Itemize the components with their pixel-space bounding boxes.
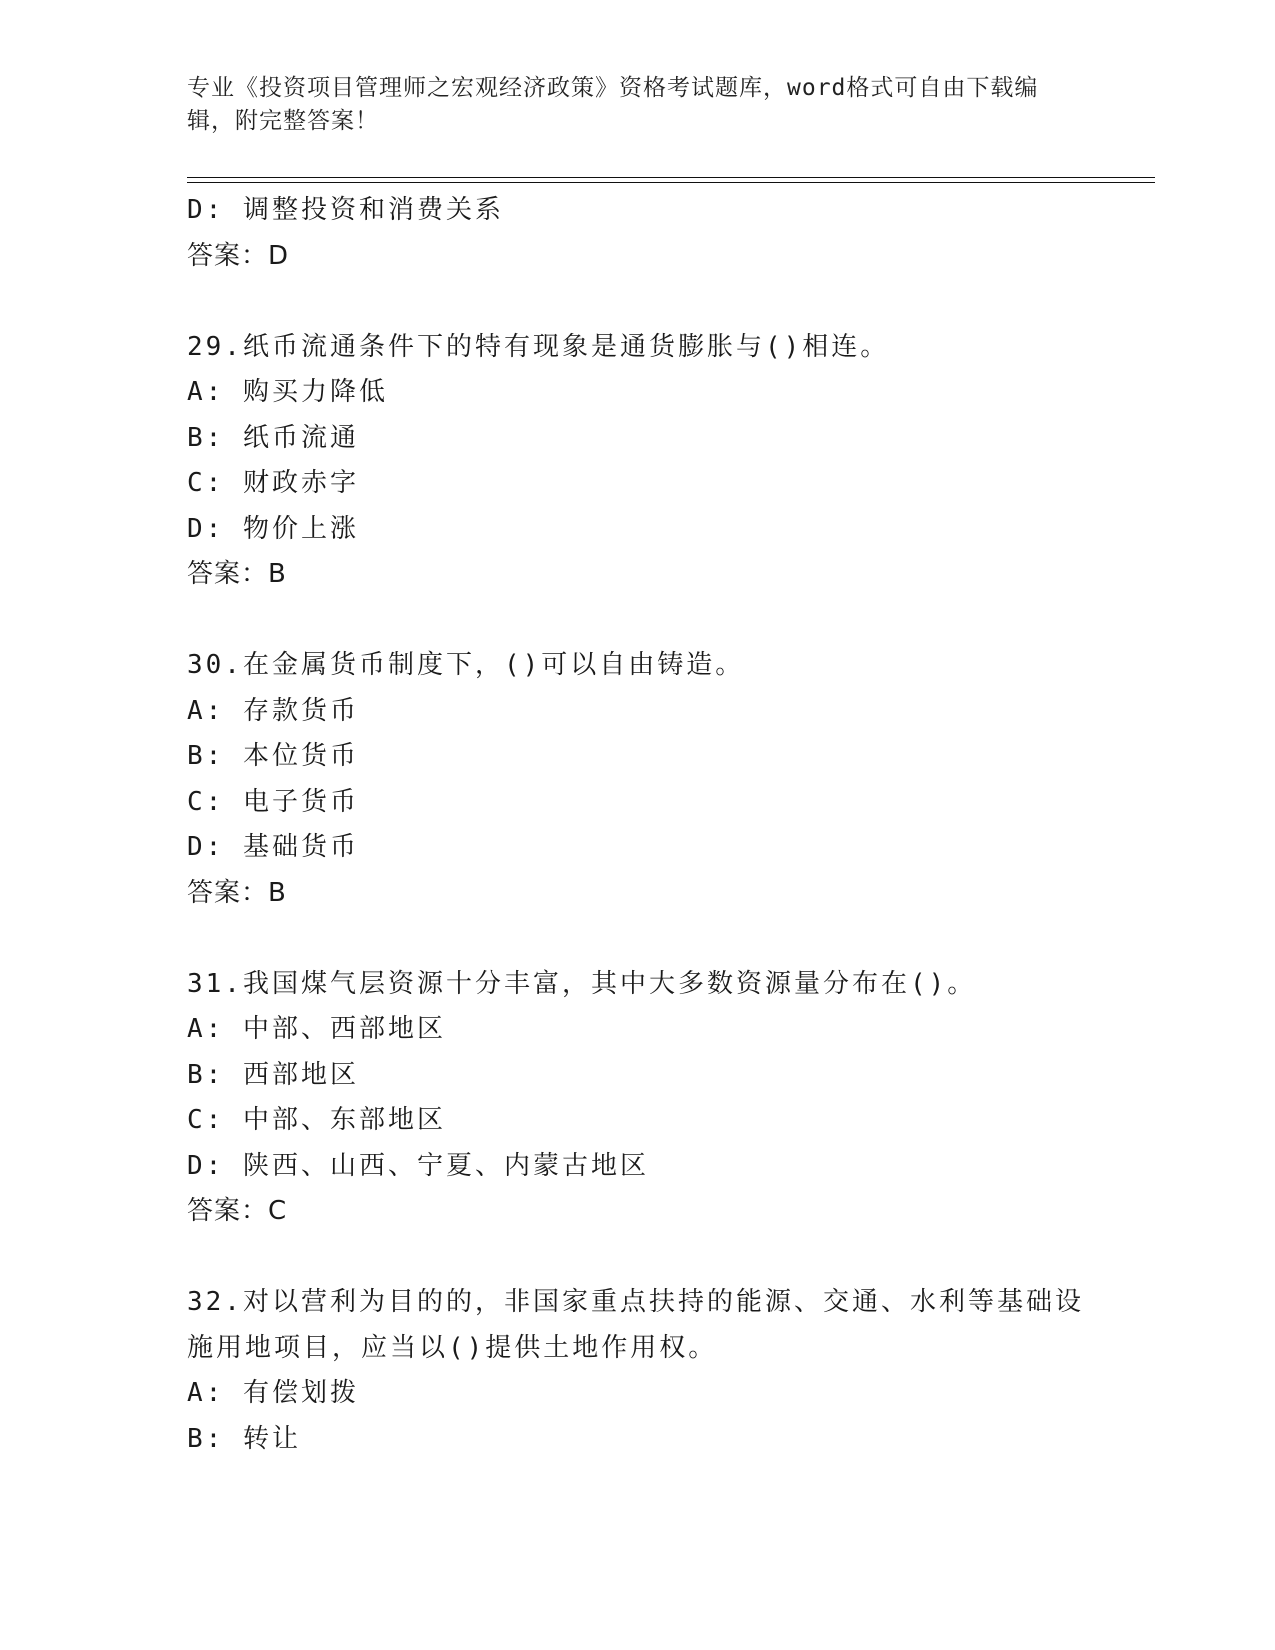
option-a: A: 存款货币 [187, 695, 359, 726]
question-stem: 31.我国煤气层资源十分丰富，其中大多数资源量分布在()。 [187, 968, 977, 999]
answer-line: 答案：C [187, 1196, 288, 1226]
option-d: D: 基础货币 [187, 832, 359, 862]
question-stem-line-1: 32.对以营利为目的的，非国家重点扶持的能源、交通、水利等基础设 [187, 1287, 1084, 1317]
option-b: B: 西部地区 [187, 1059, 359, 1090]
question-30 [187, 643, 1087, 916]
option-a: A: 中部、西部地区 [187, 1014, 446, 1044]
question-stem: 30.在金属货币制度下，()可以自由铸造。 [187, 650, 745, 680]
option-d: D: 物价上涨 [187, 513, 359, 544]
question-29 [187, 325, 1087, 598]
question-stem-line-2: 施用地项目，应当以()提供土地作用权。 [187, 1332, 718, 1363]
option-d: D: 陕西、山西、宁夏、内蒙古地区 [187, 1150, 649, 1181]
option-b: B: 纸币流通 [187, 422, 359, 453]
option-a: A: 购买力降低 [187, 377, 388, 407]
option-b: B: 本位货币 [187, 741, 359, 771]
header-rule-bottom [187, 182, 1155, 183]
answer-line: 答案：D [187, 240, 290, 271]
header-rule-top [187, 177, 1155, 178]
option-b: B: 转让 [187, 1423, 301, 1454]
spacer [187, 279, 1087, 325]
spacer [187, 598, 1087, 644]
spacer [187, 916, 1087, 962]
question-32 [187, 1280, 1087, 1462]
question-stem: 29.纸币流通条件下的特有现象是通货膨胀与()相连。 [187, 331, 890, 362]
option-c: C: 中部、东部地区 [187, 1105, 446, 1135]
answer-line: 答案：B [187, 877, 287, 908]
option-c: C: 财政赤字 [187, 468, 359, 498]
spacer [187, 1235, 1087, 1281]
option-d: D: 调整投资和消费关系 [187, 195, 504, 225]
option-c: C: 电子货币 [187, 786, 359, 817]
document-header: 专业《投资项目管理师之宏观经济政策》资格考试题库，word格式可自由下载编辑，附完整答案！ [187, 75, 1039, 134]
answer-line: 答案：B [187, 559, 287, 589]
option-a: A: 有偿划拨 [187, 1378, 359, 1408]
question-31 [187, 962, 1087, 1235]
question-list [187, 188, 1087, 1462]
